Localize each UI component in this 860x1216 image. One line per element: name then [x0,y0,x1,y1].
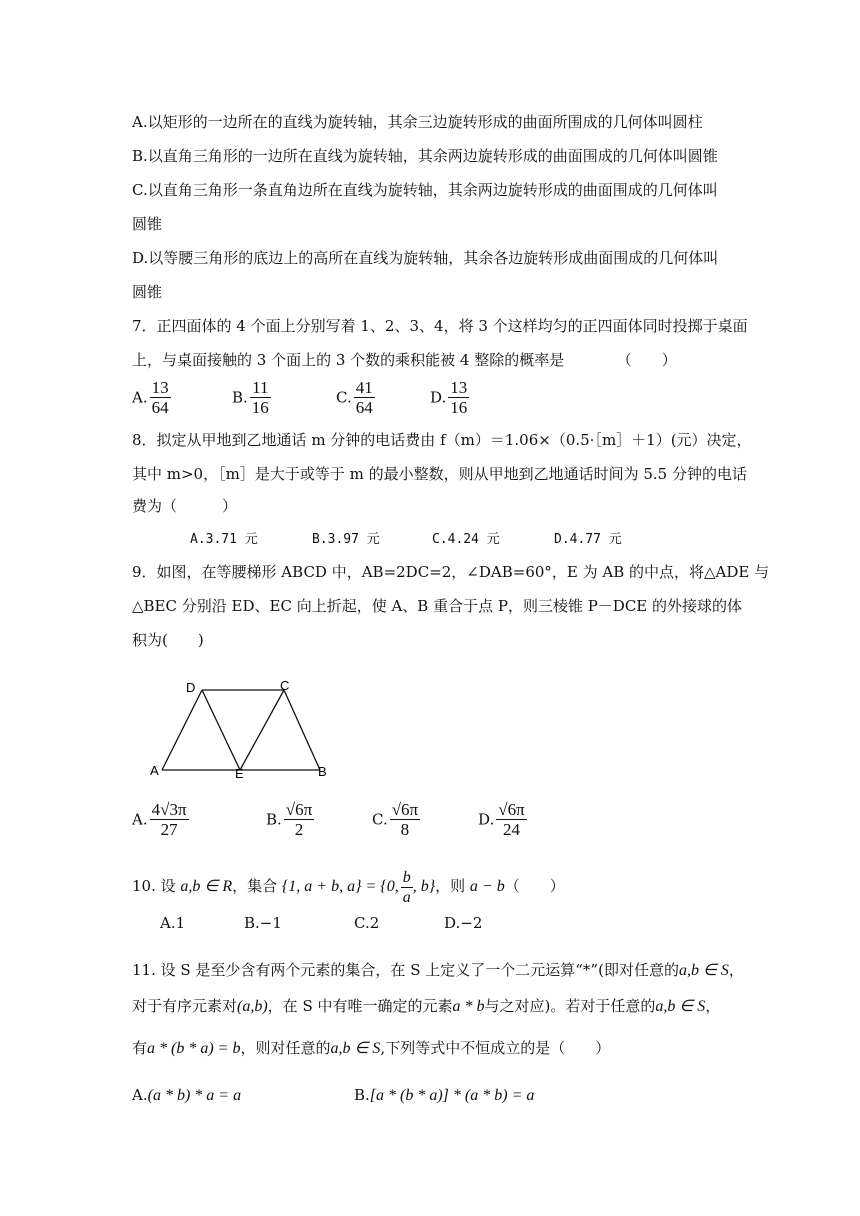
q8-text-line1: 8．拟定从甲地到乙地通话 m 分钟的电话费由 f（m）＝1.06×（0.5·［m］＋1）(元）决定， [132,431,752,449]
denominator: 64 [355,398,373,417]
q10-set-right: , b} [412,878,436,895]
q11-l3-math: a,b ∈ S [330,1040,381,1057]
q10-set-left: {1, a + b, a} = {0, [281,878,399,895]
q10-option-b: B.−1 [244,914,282,932]
numerator: √6π [498,800,525,819]
denominator: a [402,888,411,906]
q11-l2-math: a,b ∈ S [655,998,706,1015]
q7-option-a [132,378,171,417]
denominator: 64 [151,398,169,417]
option-label: B. [232,388,248,407]
option-label: D. [478,810,495,829]
numerator: 13 [151,378,169,397]
q8-text-line3: 费为（ ） [132,497,238,515]
q11-l2-text: 对于有序元素对 [132,997,238,1015]
q10-fraction [401,868,413,907]
segment-ad [162,690,202,770]
numerator: 13 [450,378,468,397]
q9-text-line3: 积为( ) [132,631,204,649]
q11-l3-text: 有 [132,1039,148,1057]
q11-l1-tail: ， [728,961,744,979]
q7-option-c [336,378,375,417]
option-expression: (a * b) * a = a [147,1087,242,1104]
q11-l2-op: a * b [452,998,485,1015]
q10-text [132,866,732,907]
q6-option-d-line1: D.以等腰三角形的底边上的高所在直线为旋转轴，其余各边旋转形成曲面围成的几何体叫 [132,249,719,267]
q11-l2-mid2: 与之对应)。若对于任意的 [484,997,656,1015]
q7-text-line2: 上，与桌面接触的 3 个面上的 3 个数的乘积能被 4 整除的概率是 （ ） [132,351,677,369]
denominator: 24 [502,820,520,839]
q10-mid: ，集合 [232,877,282,895]
option-label: A. [132,810,148,829]
option-label: D. [430,388,447,407]
trapezoid-figure [140,672,340,782]
q11-text-line1 [132,960,744,981]
denominator: 16 [450,398,468,417]
q11-l1-text: 11. 设 S 是至少含有两个元素的集合，在 S 上定义了一个二元运算“*”(即对任意的 [132,961,679,979]
q11-option-a [132,1086,241,1105]
q10-answer-paren: （ ） [504,877,565,895]
denominator: 16 [251,398,269,417]
option-label: A. [132,388,148,407]
numerator: √6π [391,800,419,819]
q11-text-line3 [132,1038,732,1059]
q10-option-c: C.2 [354,914,380,932]
q10-option-a: A.1 [160,914,186,932]
option-label: C. [372,810,388,829]
segment-ec [240,690,284,770]
fraction [448,378,469,417]
vertex-label-b: B [318,764,327,779]
denominator: 2 [294,820,304,839]
q10-expression: a − b [469,878,505,895]
vertex-label-e: E [235,766,244,781]
q6-option-c-line1: C.以直角三角形一条直角边所在直线为旋转轴，其余两边旋转形成的曲面围成的几何体叫 [132,181,718,199]
q8-option-c: C.4.24 元 [432,532,500,547]
q6-option-a: A.以矩形的一边所在的直线为旋转轴，其余三边旋转形成的曲面所围成的几何体叫圆柱 [132,113,703,131]
numerator: b [402,868,411,886]
denominator: 27 [160,820,178,839]
q10-ab-in-r: a,b ∈ R [180,878,233,895]
fraction [496,800,526,839]
q7-text-line1: 7．正四面体的 4 个面上分别写着 1、2、3、4，将 3 个这样均匀的正四面体同时投掷于桌面 [132,317,748,335]
q8-option-b: B.3.97 元 [312,532,380,547]
q9-option-a [132,800,189,839]
q11-text-line2 [132,996,732,1017]
q11-l3-condition: a * (b * a) = b [147,1040,241,1057]
q11-l1-math: a,b ∈ S [678,962,729,979]
q7-option-d [430,378,469,417]
q11-l2-tail: ， [705,997,721,1015]
fraction [150,800,189,839]
option-label: A. [132,1086,148,1104]
q11-option-b [354,1086,534,1105]
q7-option-b [232,378,271,417]
option-label: B. [354,1086,370,1104]
q9-text-line1: 9．如图，在等腰梯形 ABCD 中，AB=2DC=2，∠DAB=60°，E 为 AB 的中点，将△ADE 与 [132,563,770,581]
q10-option-d: D.−2 [444,914,483,932]
denominator: 8 [400,820,410,839]
q11-l2-mid: ，在 S 中有唯一确定的元素 [267,997,453,1015]
segment-de [202,690,240,770]
q8-option-a: A.3.71 元 [190,532,258,547]
numerator: √6π [285,800,313,819]
q10-prefix: 10. 设 [132,877,181,895]
fraction [284,800,314,839]
fraction [354,378,375,417]
fraction [390,800,420,839]
q6-option-d-line2: 圆锥 [132,283,163,301]
q9-option-d [478,800,527,839]
numerator: 41 [355,378,373,397]
vertex-label-d: D [186,680,196,695]
fraction [150,378,171,417]
segment-cb [284,690,320,770]
numerator: 11 [250,378,271,398]
numerator: 4√3π [151,800,187,819]
q11-l3-mid: ，则对任意的 [240,1039,331,1057]
q6-option-c-line2: 圆锥 [132,215,163,233]
option-label: C. [336,388,352,407]
q11-l2-pair: (a,b) [237,998,268,1015]
fraction [250,378,271,417]
q9-text-line2: △BEC 分别沿 ED、EC 向上折起，使 A、B 重合于点 P，则三棱锥 P－DCE 的外接球的体 [132,597,743,615]
option-expression: [a * (b * a)] * (a * b) = a [369,1087,535,1104]
q9-option-b [266,800,314,839]
q10-tail: ，则 [435,877,470,895]
vertex-label-c: C [280,678,290,693]
option-label: B. [266,810,282,829]
q11-l3-tail: ,下列等式中不恒成立的是（ ） [380,1039,611,1057]
q8-text-line2: 其中 m>0，［m］是大于或等于 m 的最小整数，则从甲地到乙地通话时间为 5.5 分钟的电话 [132,465,747,483]
q9-option-c [372,800,420,839]
q6-option-b: B.以直角三角形的一边所在直线为旋转轴，其余两边旋转形成的曲面围成的几何体叫圆锥 [132,147,718,165]
q8-option-d: D.4.77 元 [554,532,622,547]
vertex-label-a: A [150,763,159,778]
